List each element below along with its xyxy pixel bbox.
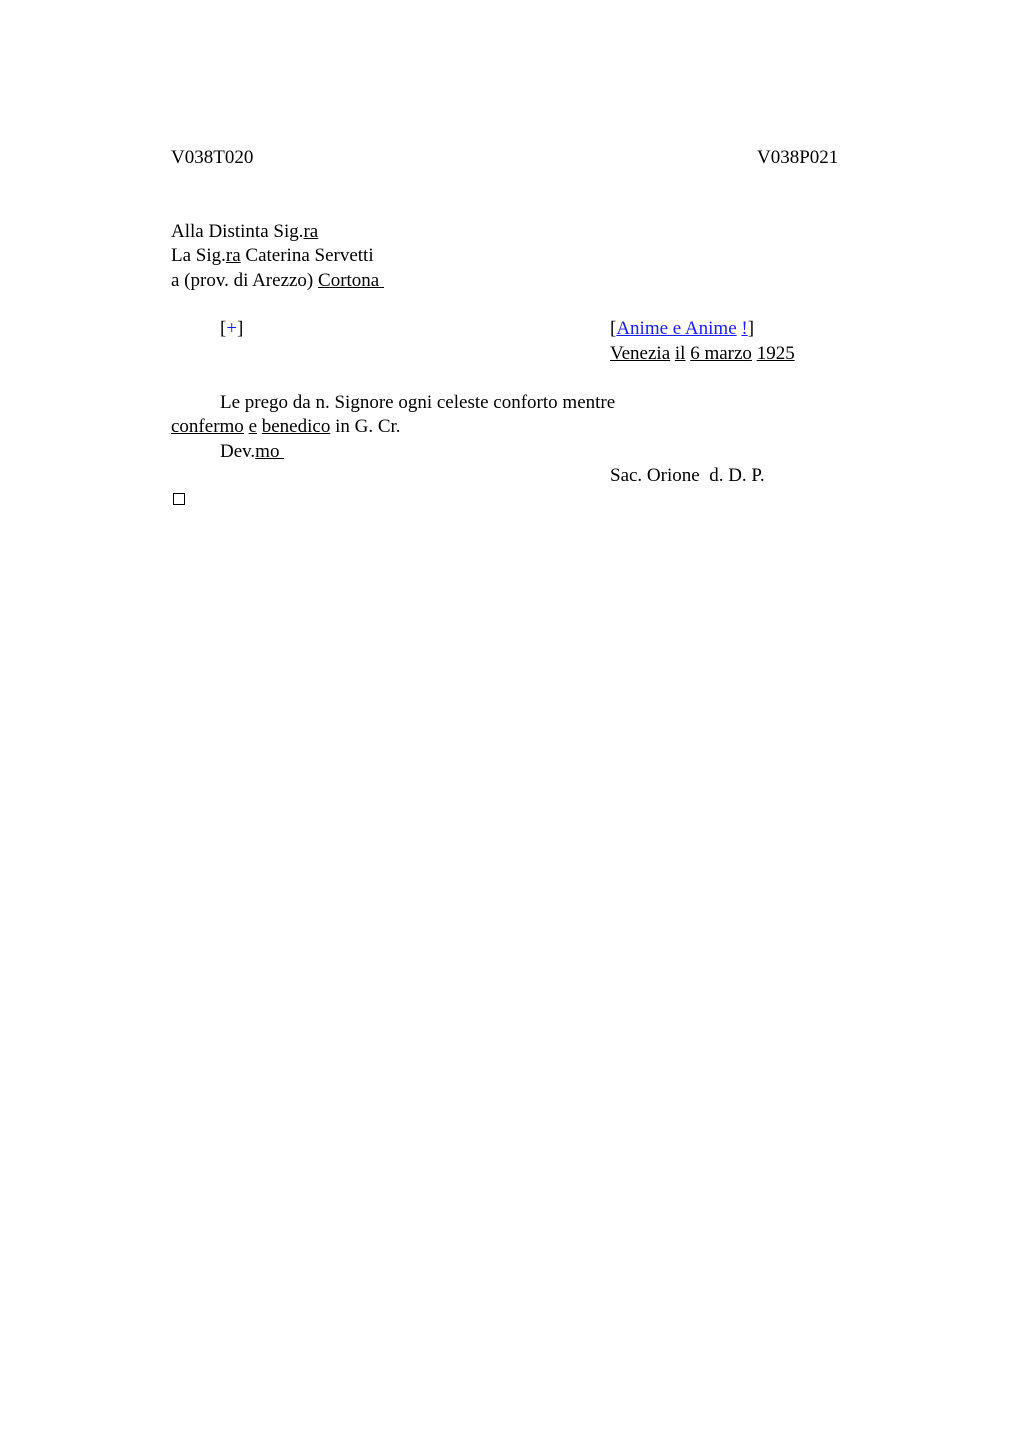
cross-icon[interactable]: + <box>226 318 238 339</box>
document-code-right: V038P021 <box>757 147 839 168</box>
signature: Sac. Orione d. D. P. <box>610 465 765 486</box>
date-year: 1925 <box>756 343 795 364</box>
cross-bracket-open: [ <box>220 318 227 339</box>
address-line-2-abbrev: ra <box>225 245 241 266</box>
address-line-3 <box>171 269 384 293</box>
body-line-2 <box>171 415 401 439</box>
address-line-1 <box>171 220 318 244</box>
document-code-left: V038T020 <box>171 147 254 168</box>
motto-bracket-close: ] <box>747 318 755 339</box>
address-line-1-text: Alla Distinta Sig. <box>171 221 304 242</box>
address-place: Cortona <box>318 270 384 291</box>
cross-bracket-close: ] <box>237 318 244 339</box>
recipient-name: Caterina Servetti <box>240 245 374 266</box>
body-line-2-rest: in G. Cr. <box>330 416 401 437</box>
date-city: Venezia <box>610 343 671 364</box>
body-word-benedico: benedico <box>261 416 331 437</box>
body-line-1: Le prego da n. Signore ogni celeste conforto mentre <box>220 392 616 413</box>
body-word-confermo: confermo <box>171 416 244 437</box>
date-article: il <box>674 343 686 364</box>
cross-mark <box>220 317 243 341</box>
closing <box>220 440 284 464</box>
motto <box>610 317 754 341</box>
motto-link[interactable]: Anime e Anime <box>616 318 737 339</box>
address-line-2 <box>171 244 374 268</box>
address-line-2-text: La Sig. <box>171 245 226 266</box>
date-day-month: 6 marzo <box>690 343 752 364</box>
motto-bracket-open: [ <box>610 318 617 339</box>
body-word-e: e <box>248 416 257 437</box>
date-line <box>610 342 795 366</box>
closing-text: Dev. <box>220 441 256 462</box>
address-line-1-abbrev: ra <box>303 221 319 242</box>
closing-abbrev: mo <box>255 441 285 462</box>
checkbox-square-icon <box>173 493 185 505</box>
address-province: a (prov. di Arezzo) <box>171 270 319 291</box>
motto-exclamation-link[interactable]: ! <box>741 318 748 339</box>
